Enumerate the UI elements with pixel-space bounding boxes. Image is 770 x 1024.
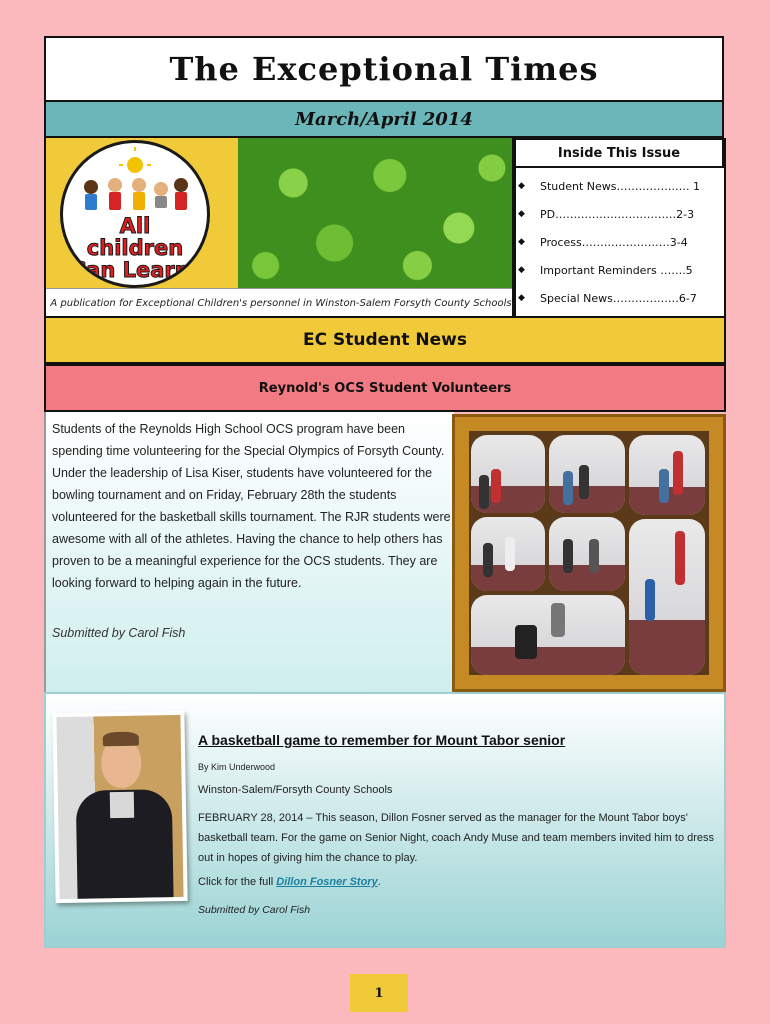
collage-photo	[549, 517, 625, 591]
read-more-suffix: .	[377, 876, 381, 888]
collage-photo	[629, 519, 705, 675]
toc-item-label: Process……………………3-4	[540, 235, 688, 249]
dillon-fosner-story-link[interactable]: Dillon Fosner Story	[276, 876, 378, 888]
collage-photo	[471, 595, 625, 675]
toc-item[interactable]	[518, 172, 718, 200]
diamond-bullet-icon: ◆	[518, 265, 525, 275]
clover-photo	[238, 138, 514, 288]
article2-read-more	[198, 876, 381, 888]
toc-item[interactable]	[518, 228, 718, 256]
article2-byline: By Kim Underwood	[198, 762, 276, 772]
article2	[44, 692, 726, 948]
logo-text: All children Can Learn!	[70, 214, 200, 282]
toc-item-label: Important Reminders …….5	[540, 263, 693, 277]
diamond-bullet-icon: ◆	[518, 237, 525, 247]
issue-date: March/April 2014	[295, 108, 473, 130]
article2-heading: A basketball game to remember for Mount Tabor senior	[198, 732, 566, 748]
masthead	[44, 138, 514, 318]
section-heading-bar	[44, 318, 726, 364]
article1-body: Students of the Reynolds High School OCS program have been spending time volunteering for the Special Olympics of Forsyth County. Under the leadership of Lisa Kiser, students have volunteered for the bowling tournament and on Friday, February 28th the students volunteered for the basketball skills tournament. The RJR students were awesome with all of the athletes. Having the chance to help others has proven to be a meaningful experience for the OCS students. They are looking forward to helping again in the future.	[52, 422, 451, 590]
collage-photo	[549, 435, 625, 513]
collage-inner	[469, 431, 709, 675]
toc-item[interactable]	[518, 256, 718, 284]
collage-photo	[629, 435, 705, 515]
inside-this-issue-heading-box	[514, 138, 724, 168]
diamond-bullet-icon: ◆	[518, 181, 525, 191]
inside-this-issue-heading: Inside This Issue	[557, 145, 681, 161]
volunteer-photo-collage	[452, 414, 726, 692]
article1-submitted-by: Submitted by Carol Fish	[52, 626, 186, 640]
toc-item-label: Special News………………6-7	[540, 291, 697, 305]
article2-submitted-by: Submitted by Carol Fish	[198, 904, 311, 916]
page-number: 1	[374, 985, 384, 1001]
article1	[44, 412, 454, 692]
article2-organization: Winston-Salem/Forsyth County Schools	[198, 784, 393, 796]
dillon-fosner-photo	[52, 711, 187, 903]
read-more-prefix: Click for the full	[198, 876, 277, 888]
toc-item[interactable]	[518, 200, 718, 228]
publication-caption-bar	[46, 288, 514, 318]
publication-caption: A publication for Exceptional Children's personnel in Winston-Salem Forsyth County Schools	[50, 298, 512, 309]
article1-heading-bar	[44, 364, 726, 412]
collage-photo	[471, 517, 545, 591]
newsletter-title: The Exceptional Times	[169, 50, 599, 88]
newsletter-title-box	[44, 36, 724, 102]
article2-body: FEBRUARY 28, 2014 – This season, Dillon Fosner served as the manager for the Mount Tabor boys' basketball team. For the game on Senior Night, coach Andy Muse and team members invited him to dress out in hopes of giving him the chance to play.	[198, 812, 715, 864]
diamond-bullet-icon: ◆	[518, 209, 525, 219]
page-number-box	[350, 974, 408, 1012]
article1-heading: Reynold's OCS Student Volunteers	[258, 380, 512, 396]
section-heading: EC Student News	[303, 330, 467, 350]
collage-photo	[471, 435, 545, 513]
toc-item-label: PD……………………………2-3	[540, 207, 695, 221]
toc-item-label: Student News…………….…. 1	[540, 179, 701, 193]
diamond-bullet-icon: ◆	[518, 293, 525, 303]
toc-item[interactable]	[518, 284, 718, 312]
inside-this-issue-list	[518, 172, 718, 312]
all-children-can-learn-logo	[60, 140, 210, 288]
issue-date-bar	[44, 102, 724, 138]
